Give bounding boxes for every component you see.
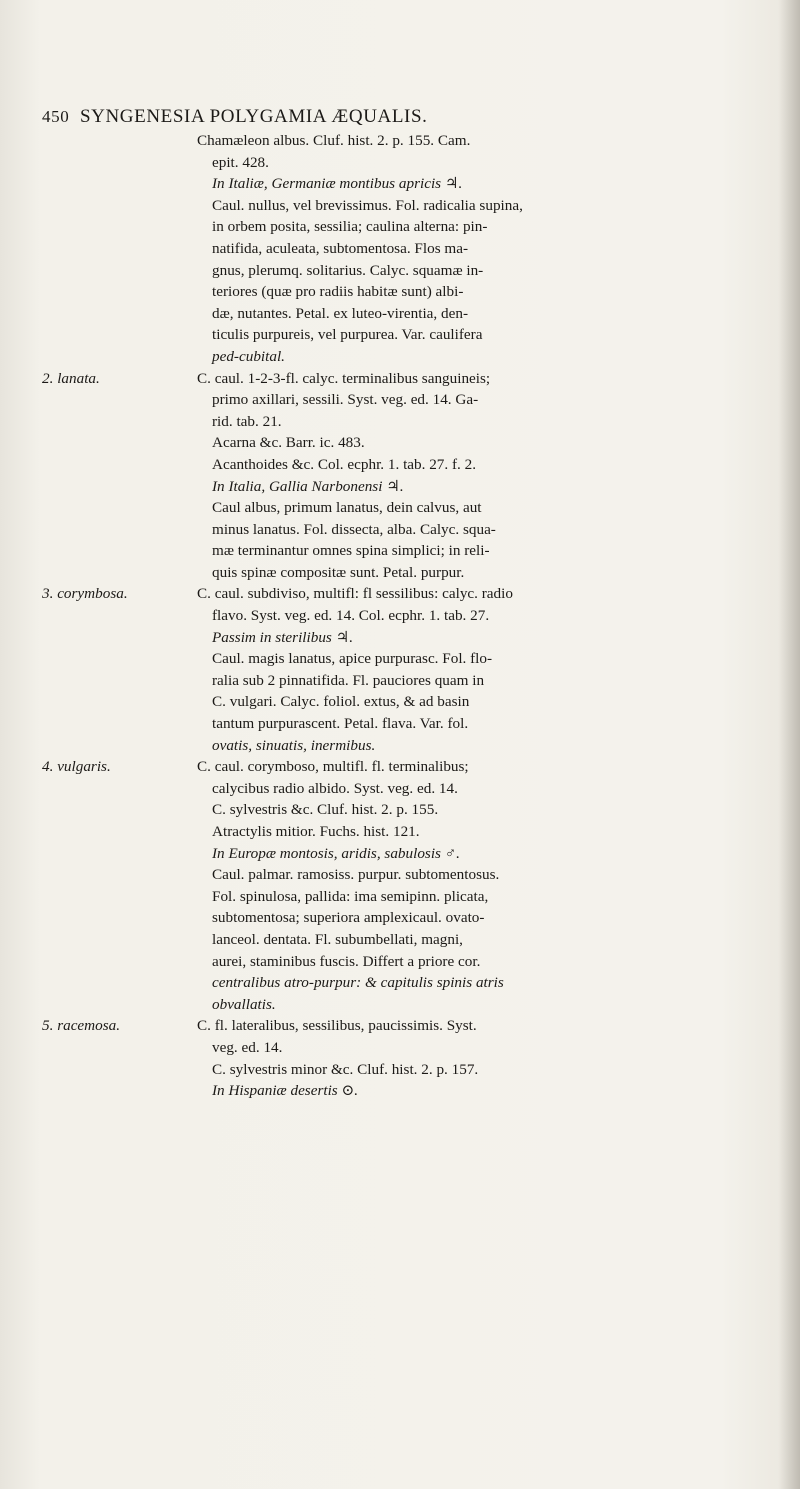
text-line: aurei, staminibus fuscis. Differt a priore cor. xyxy=(212,952,481,970)
text-line: 4. vulgaris. C. caul. corymboso, multifl. fl. terminalibus; xyxy=(0,756,800,778)
habitat-line: In Hispaniæ desertis ⊙. xyxy=(212,1082,359,1100)
text-line: teriores (quæ pro radiis habitæ sunt) albi- xyxy=(212,283,464,301)
species-label: 5. racemosa. xyxy=(42,1017,121,1035)
text-line: natifida, aculeata, subtomentosa. Flos ma- xyxy=(212,239,469,257)
text-line: mæ terminantur omnes spina simplici; in reli- xyxy=(212,542,490,560)
text-line: epit. 428. xyxy=(212,153,269,171)
text-line: C. sylvestris &c. Cluf. hist. 2. p. 155. xyxy=(212,801,439,819)
text-line: Caul. nullus, vel brevissimus. Fol. radicalia supina, xyxy=(212,196,523,214)
habitat-line: In Italia, Gallia Narbonensi ♃. xyxy=(212,477,404,495)
text-line: obvallatis. xyxy=(212,995,276,1013)
species-label: 3. corymbosa. xyxy=(42,585,128,603)
species-label: 2. lanata. xyxy=(42,369,100,387)
text-line: C. sylvestris minor &c. Cluf. hist. 2. p. 157. xyxy=(212,1060,479,1078)
text-body xyxy=(0,130,800,1102)
text-line: tantum purpurascent. Petal. flava. Var. fol. xyxy=(212,715,469,733)
text-line: primo axillari, sessili. Syst. veg. ed. 14. Ga- xyxy=(212,391,479,409)
text-line: minus lanatus. Fol. dissecta, alba. Calyc. squa- xyxy=(212,520,496,538)
text-line: Acanthoides &c. Col. ecphr. 1. tab. 27. f. 2. xyxy=(212,455,477,473)
text-line: 5. racemosa. C. fl. lateralibus, sessilibus, paucissimis. Syst. xyxy=(0,1015,800,1037)
text-line: subtomentosa; superiora amplexicaul. ovato- xyxy=(212,909,485,927)
text-line: dæ, nutantes. Petal. ex luteo-virentia, den- xyxy=(212,304,469,322)
text-line: Caul. palmar. ramosiss. purpur. subtomentosus. xyxy=(212,866,500,884)
text-line: Caul albus, primum lanatus, dein calvus, aut xyxy=(212,499,482,517)
species-entry xyxy=(0,130,800,368)
text-line: C. vulgari. Calyc. foliol. extus, & ad basin xyxy=(212,693,470,711)
species-label: 4. vulgaris. xyxy=(42,758,111,776)
habitat-line: Passim in sterilibus ♃. xyxy=(212,628,354,646)
habitat-line: In Europæ montosis, aridis, sabulosis ♂. xyxy=(212,844,460,862)
text-line: Acarna &c. Barr. ic. 483. xyxy=(212,434,365,452)
text-line: 3. corymbosa. C. caul. subdiviso, multifl: fl sessilibus: calyc. radio xyxy=(0,583,800,605)
text-line: 2. lanata. C. caul. 1-2-3-fl. calyc. terminalibus sanguineis; xyxy=(0,368,800,390)
text-line: veg. ed. 14. xyxy=(212,1038,283,1056)
running-title: SYNGENESIA POLYGAMIA ÆQUALIS. xyxy=(80,106,428,127)
text-line: Chamæleon albus. Cluf. hist. 2. p. 155. Cam. xyxy=(197,132,471,149)
text-line: rid. tab. 21. xyxy=(212,412,282,430)
text-line: Atractylis mitior. Fuchs. hist. 121. xyxy=(212,823,420,840)
text-line: lanceol. dentata. Fl. subumbellati, magni, xyxy=(212,930,463,948)
species-entry xyxy=(0,1015,800,1101)
text-line: ped-cubital. xyxy=(212,347,285,365)
text-line: quis spinæ compositæ sunt. Petal. purpur. xyxy=(212,563,465,581)
text-line: ralia sub 2 pinnatifida. Fl. pauciores quam in xyxy=(212,671,485,689)
species-entry xyxy=(0,756,800,1015)
text-line: Caul. magis lanatus, apice purpurasc. Fol. flo- xyxy=(212,650,493,668)
page-number: 450 xyxy=(42,107,70,126)
text-line: flavo. Syst. veg. ed. 14. Col. ecphr. 1. tab. 27. xyxy=(212,607,490,625)
text-line: gnus, plerumq. solitarius. Calyc. squamæ in- xyxy=(212,261,484,279)
text-line: calycibus radio albido. Syst. veg. ed. 14. xyxy=(212,779,458,797)
species-entry xyxy=(0,583,800,756)
text-line: ticulis purpureis, vel purpurea. Var. caulifera xyxy=(212,326,483,344)
running-header xyxy=(42,106,428,128)
text-line: Fol. spinulosa, pallida: ima semipinn. plicata, xyxy=(212,887,489,905)
species-entry xyxy=(0,368,800,584)
text-line: centralibus atro-purpur: & capitulis spinis atris xyxy=(212,974,504,992)
habitat-line: In Italiæ, Germaniæ montibus apricis ♃. xyxy=(212,175,463,193)
text-line: ovatis, sinuatis, inermibus. xyxy=(212,736,376,754)
text-line: in orbem posita, sessilia; caulina alterna: pin- xyxy=(212,218,488,236)
